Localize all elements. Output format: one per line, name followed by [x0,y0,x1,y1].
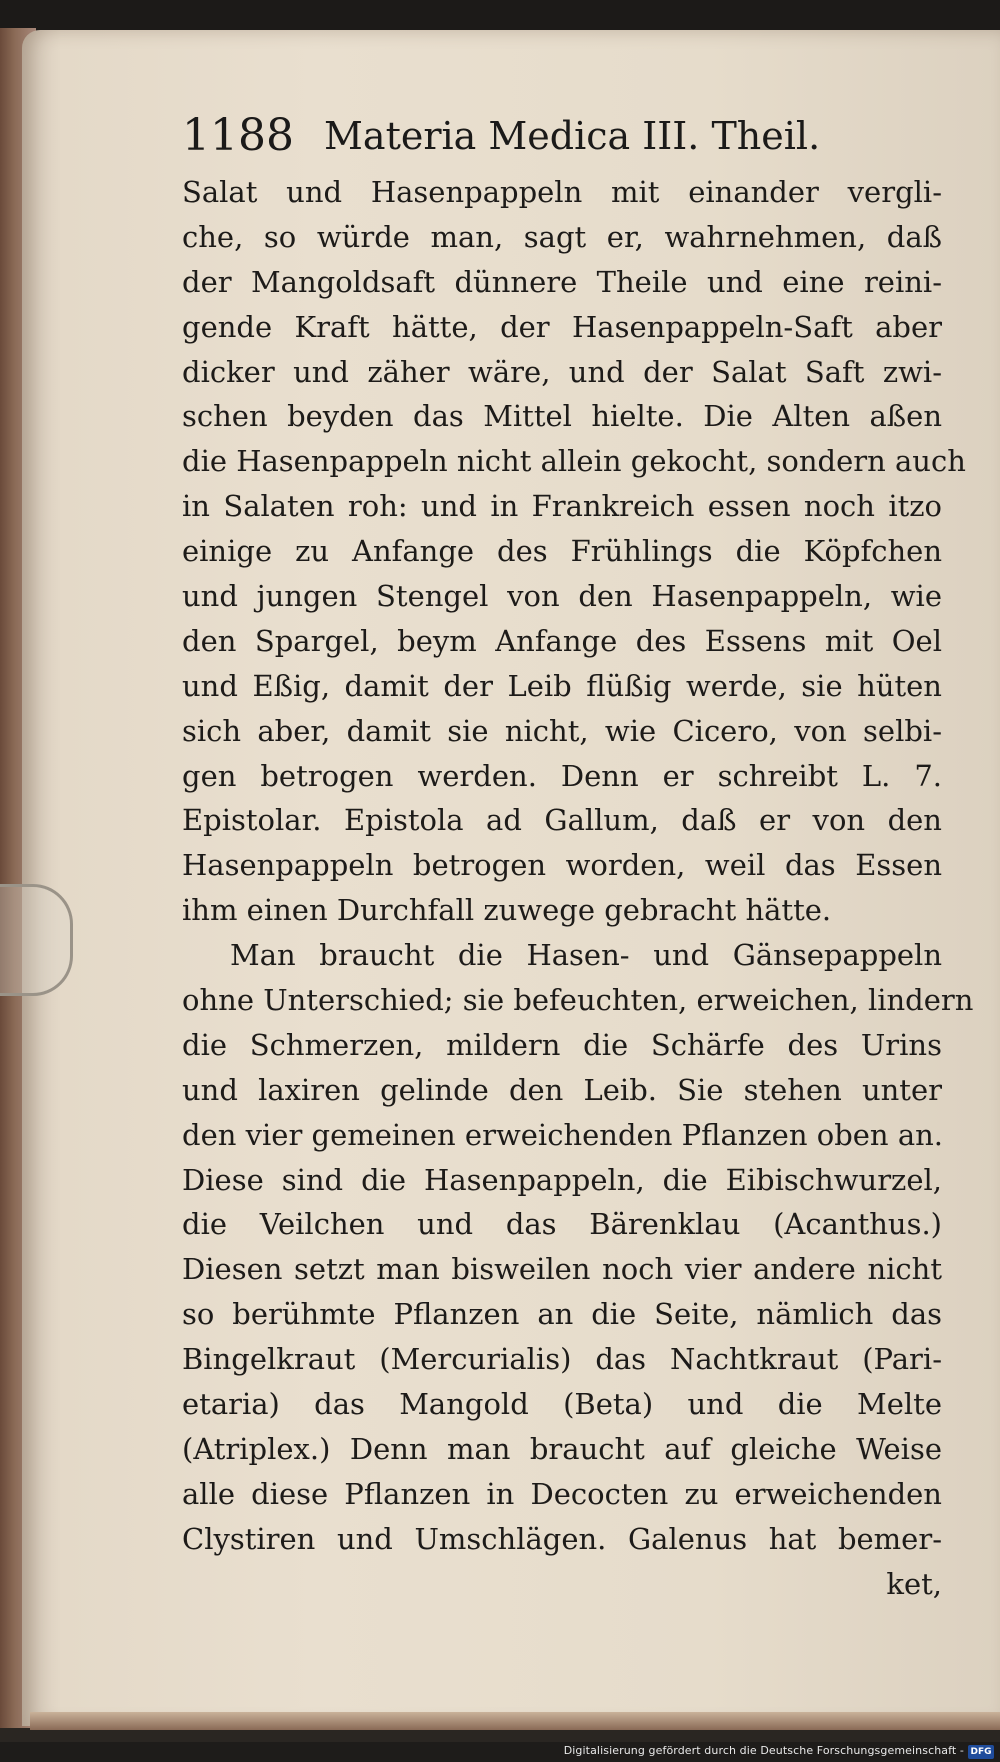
text-line: (Atriplex.) Denn man braucht auf gleiche Weise [182,1431,942,1466]
text-line: Hasenpappeln betrogen worden, weil das Essen [182,848,942,883]
text-line: sich aber, damit sie nicht, wie Cicero, von selbi- [182,713,942,748]
text-line: ket, [886,1566,942,1601]
text-line: die Veilchen und das Bärenklau (Acanthus.) [182,1207,942,1242]
text-line: etaria) das Mangold (Beta) und die Melte [182,1387,942,1422]
scan-top-border [0,0,1000,32]
text-line: che, so würde man, sagt er, wahrnehmen, daß [182,219,942,254]
text-line: und Eßig, damit der Leib flüßig werde, sie hüten [182,668,942,703]
body-text [182,170,974,1607]
text-line: gen betrogen werden. Denn er schreibt L. 7. [182,758,942,793]
text-line: und jungen Stengel von den Hasenpappeln, wie [182,579,942,614]
text-line: gende Kraft hätte, der Hasenpappeln-Saft aber [182,309,942,344]
text-line: alle diese Pflanzen in Decocten zu erweichenden [182,1476,942,1511]
text-line: Epistolar. Epistola ad Gallum, daß er von den [182,803,942,838]
text-line: einige zu Anfange des Frühlings die Köpfchen [182,534,942,569]
text-line: Diese sind die Hasenpappeln, die Eibischwurzel, [182,1162,942,1197]
text-line: die Hasenpappeln nicht allein gekocht, sondern auch [182,444,966,479]
text-line: Bingelkraut (Mercurialis) das Nachtkraut (Pari- [182,1342,942,1377]
digitization-credit: Digitalisierung gefördert durch die Deutsche Forschungsgemeinschaft - [563,1744,964,1757]
page-header [182,106,912,166]
text-line: Clystiren und Umschlägen. Galenus hat bemer- [182,1521,942,1556]
running-title: Materia Medica III. Theil. [324,114,821,158]
text-line: die Schmerzen, mildern die Schärfe des Urins [182,1027,942,1062]
text-line: Salat und Hasenpappeln mit einander vergli- [182,175,942,209]
dfg-logo: DFG [968,1745,994,1759]
text-line: schen beyden das Mittel hielte. Die Alten aßen [182,399,942,434]
text-line: in Salaten roh: und in Frankreich essen noch itzo [182,489,942,524]
text-line: den vier gemeinen erweichenden Pflanzen oben an. [182,1117,944,1152]
text-line: den Spargel, beym Anfange des Essens mit Oel [182,623,942,658]
book-bottom-edge [30,1712,1000,1730]
text-line: und laxiren gelinde den Leib. Sie stehen unter [182,1072,942,1107]
text-line: Diesen setzt man bisweilen noch vier andere nicht [182,1252,942,1287]
text-line: Man braucht die Hasen- und Gänsepappeln [230,938,942,973]
page-number: 1188 [182,110,294,161]
text-line: so berühmte Pflanzen an die Seite, nämlich das [182,1297,942,1332]
text-line: ohne Unterschied; sie befeuchten, erweichen, lindern [182,983,974,1018]
text-line: ihm einen Durchfall zuwege gebracht hätte. [182,893,832,928]
page-tab-marker [0,884,73,996]
text-line: der Mangoldsaft dünnere Theile und eine reini- [182,264,942,299]
text-line: dicker und zäher wäre, und der Salat Saft zwi- [182,354,942,389]
